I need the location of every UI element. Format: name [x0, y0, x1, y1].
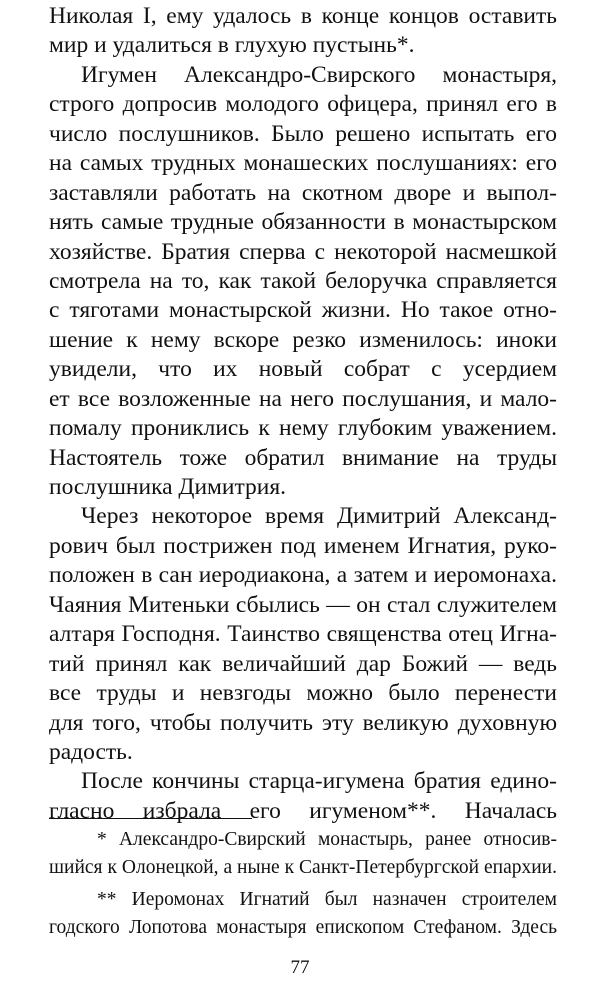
text-line: Настоятель тоже обратил внимание на труды	[49, 444, 557, 471]
text-line: алтаря Господня. Таинство священства отец Игна-	[49, 621, 557, 648]
footnote-line: годского Лопотова монастыря епископом Стефаном. Здесь	[49, 917, 557, 938]
text-line: ет все возложенные на него послушания, и мало-	[49, 385, 557, 412]
text-line: строго допросив молодого офицера, принял его в	[49, 91, 557, 118]
text-line: мир и удалиться в глухую пустынь*.	[49, 32, 415, 59]
text-line: рович был пострижен под именем Игнатия, руко-	[49, 532, 557, 559]
text-line: шение к нему вскоре резко изменилось: иноки	[49, 326, 557, 353]
text-line: После кончины старца-игумена братия едино-	[81, 768, 557, 795]
text-line: увидели, что их новый собрат с усердием	[49, 356, 557, 383]
text-line: гласно избрала его игуменом**. Началась	[49, 797, 557, 824]
text-line: послушника Димитрия.	[49, 474, 287, 500]
footnote-line: ** Иеромонах Игнатий был назначен строителем	[97, 889, 557, 910]
footnote-divider	[49, 818, 252, 819]
text-line: Николая I, ему удалось в конце концов оставить	[49, 3, 557, 29]
text-line: радость.	[49, 738, 133, 765]
footnote-line: * Александро-Свирский монастырь, ранее относив-	[97, 829, 557, 850]
text-line: нять самые трудные обязанности в монастырском	[49, 209, 557, 236]
text-line: тий принял как величайший дар Божий — ведь	[49, 650, 557, 677]
text-line: для того, чтобы получить эту великую духовную	[49, 709, 557, 736]
text-line: хозяйстве. Братия сперва с некоторой насмешкой	[49, 238, 557, 265]
footnote-line: шийся к Олонецкой, а ныне к Санкт-Петербургской епархии.	[49, 857, 557, 878]
text-line: помалу прониклись к нему глубоким уважением.	[49, 415, 557, 442]
page-number: 77	[290, 957, 310, 978]
text-line: все труды и невзгоды можно было перенести	[49, 680, 557, 707]
text-line: с тяготами монастырской жизни. Но такое отно-	[49, 297, 557, 324]
text-line: Игумен Александро-Свирского монастыря,	[81, 61, 557, 88]
body-text	[49, 2, 557, 826]
text-line: число послушников. Было решено испытать его	[49, 120, 557, 147]
text-line: на самых трудных монашеских послушаниях: его	[49, 150, 557, 177]
text-line: Чаяния Митеньки сбылись — он стал служителем	[49, 591, 557, 618]
footnotes	[49, 826, 557, 942]
text-line: смотрела на то, как такой белоручка справляется	[49, 267, 557, 294]
text-line: заставляли работать на скотном дворе и выпол-	[49, 179, 557, 206]
text-line: положен в сан иеродиакона, а затем и иеромонаха.	[49, 562, 557, 589]
text-line: Через некоторое время Димитрий Александ-	[81, 503, 557, 530]
